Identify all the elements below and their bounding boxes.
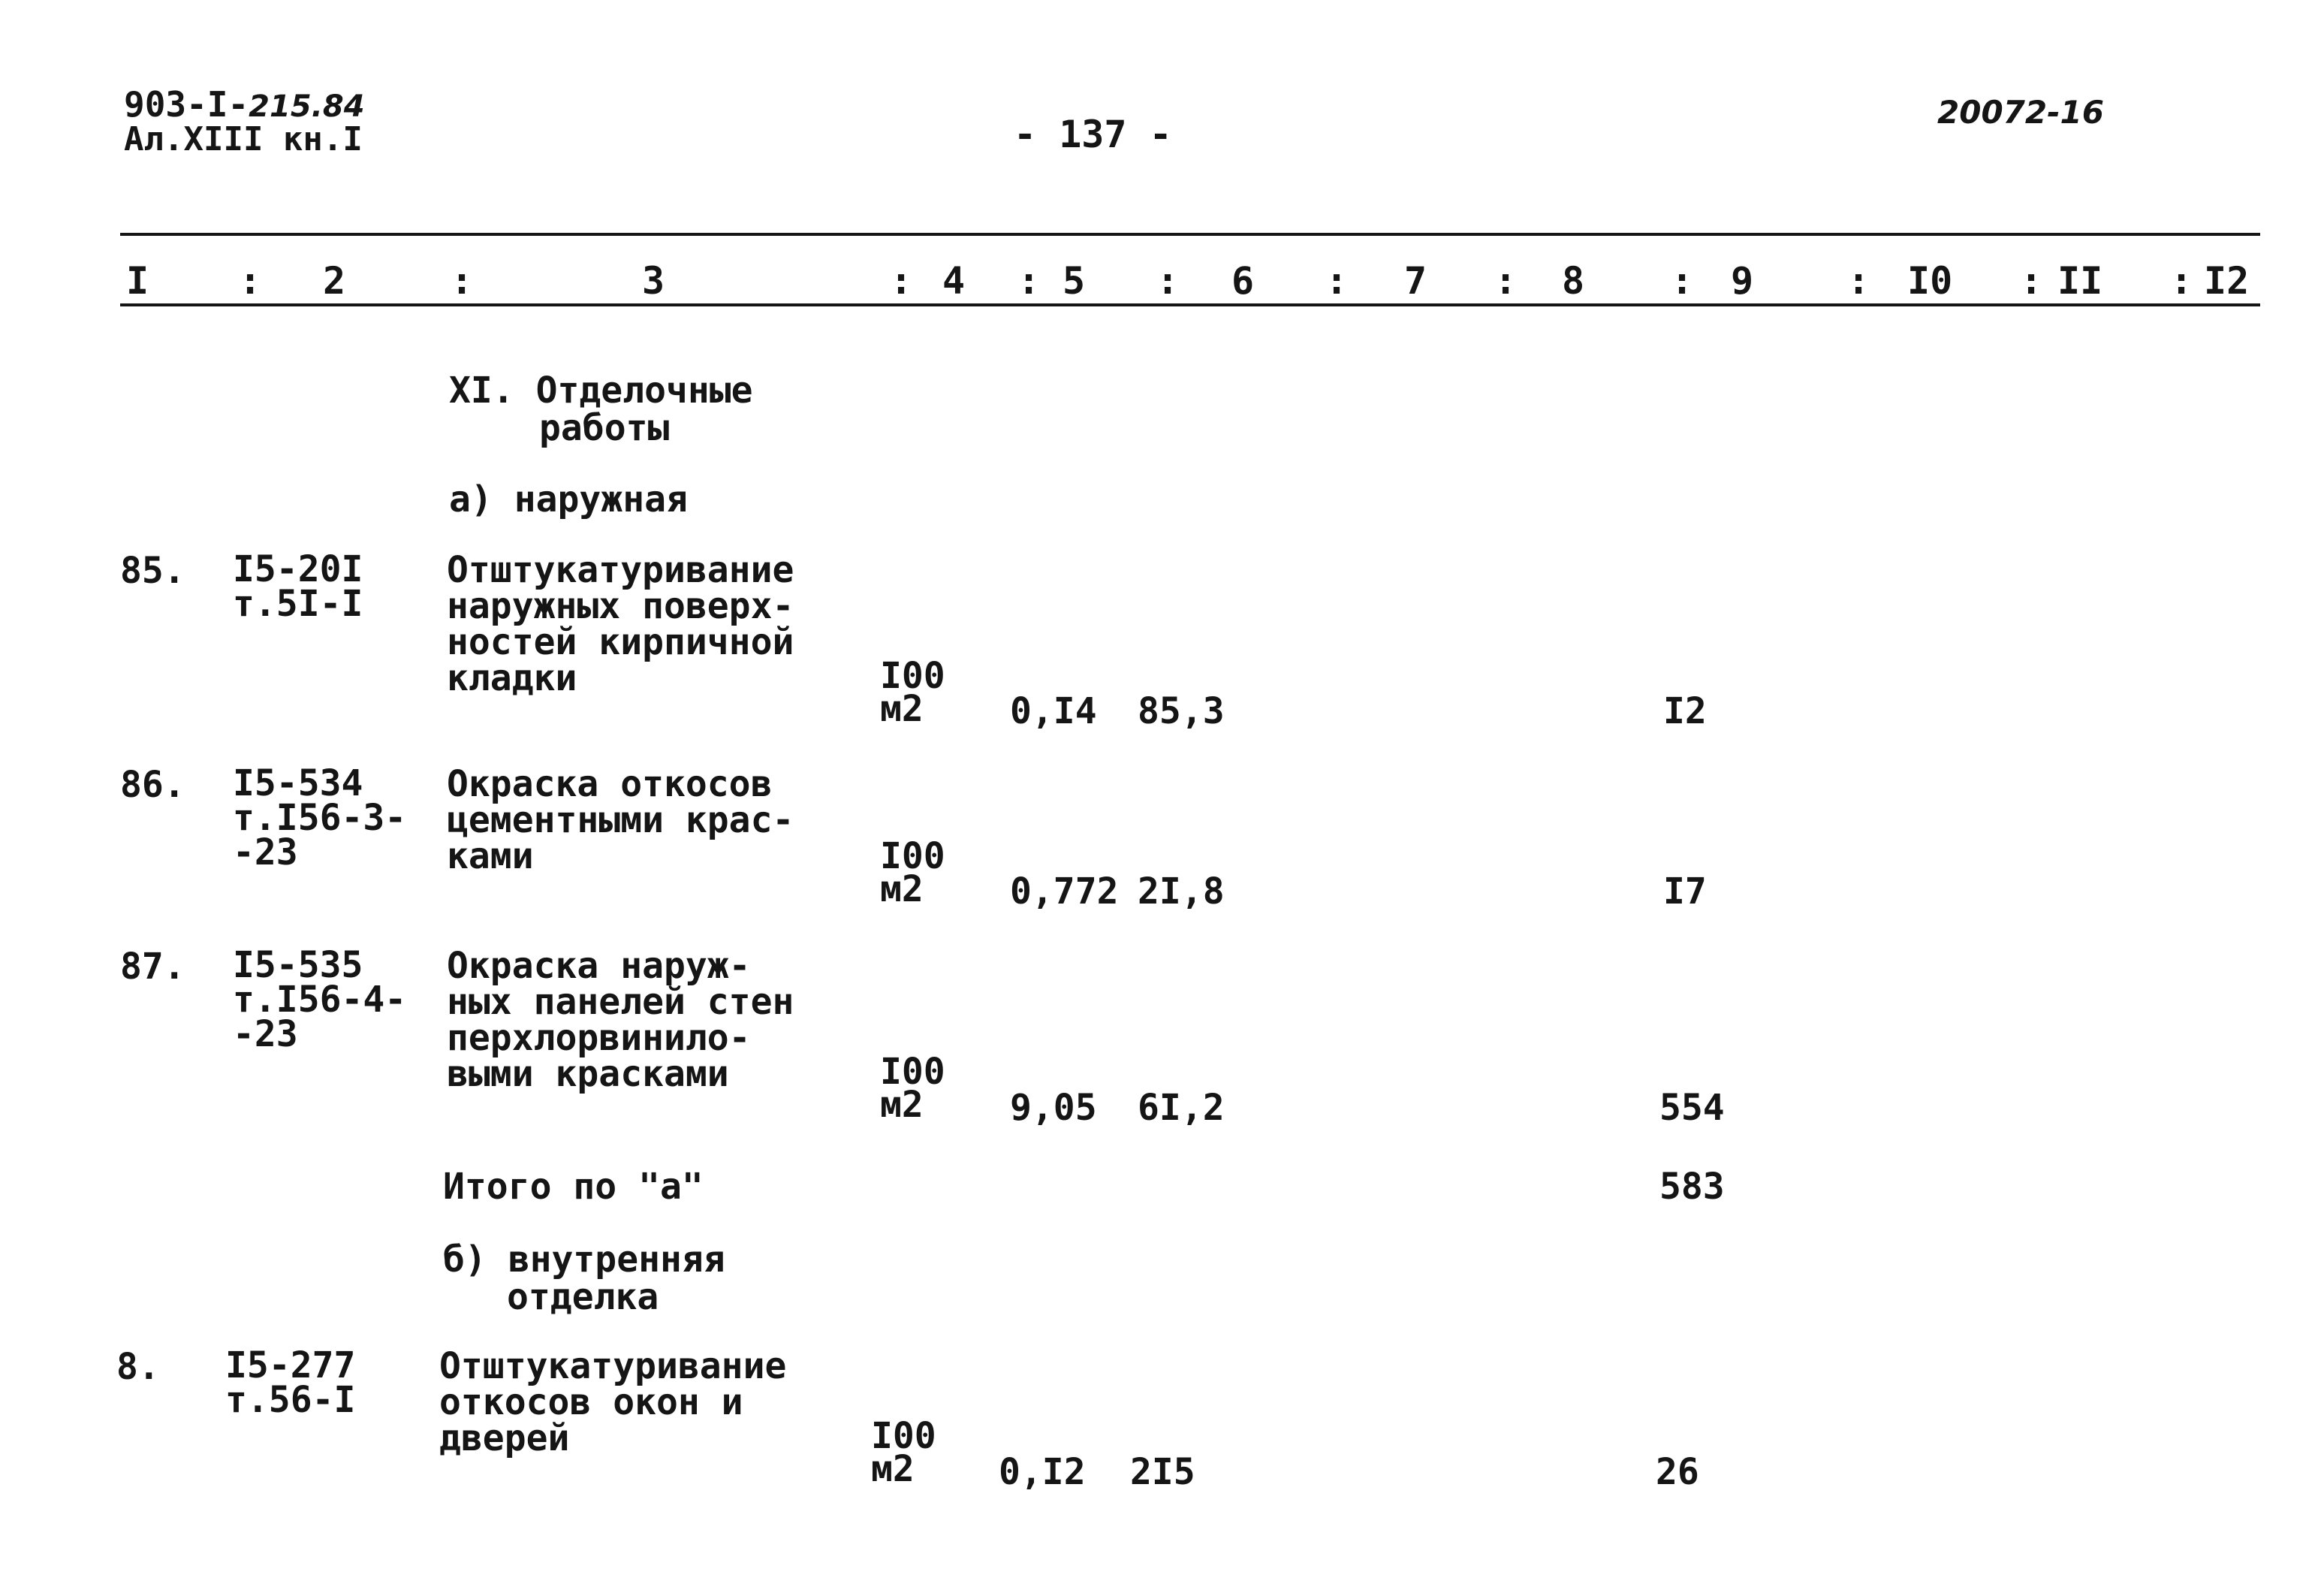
- work-description: Отштукатуривание откосов окон и дверей: [439, 1345, 787, 1459]
- row-number: 8.: [116, 1346, 160, 1388]
- quantity: 0,I2: [999, 1451, 1086, 1493]
- page-number: - 137 -: [1014, 113, 1172, 156]
- column-number: II: [2057, 259, 2103, 303]
- column-number: 2: [323, 259, 346, 303]
- document-code-handwritten: 215.84: [249, 89, 365, 124]
- stamp-number: 20072-16: [1937, 94, 2104, 131]
- norm-code: I5-20I т.5I-I: [233, 548, 363, 625]
- row-number: 86.: [120, 764, 185, 806]
- unit-of-measure: I00 м2: [880, 835, 945, 910]
- total-cost: I2: [1663, 690, 1707, 732]
- column-separator: :: [1671, 259, 1694, 303]
- unit-price: 6I,2: [1138, 1087, 1225, 1129]
- album-book-label: Ал.XIII кн.I: [124, 120, 363, 158]
- work-description: Окраска откосов цементными крас- ками: [447, 763, 794, 877]
- total-cost: 554: [1659, 1087, 1725, 1129]
- unit-of-measure: I00 м2: [871, 1415, 936, 1490]
- column-separator: :: [1494, 259, 1518, 303]
- column-number: I: [126, 259, 149, 303]
- subsection-b-line: отделка: [507, 1276, 659, 1318]
- quantity: 0,I4: [1010, 690, 1097, 732]
- unit-price: 2I,8: [1138, 870, 1225, 913]
- column-separator: :: [1156, 259, 1180, 303]
- unit-price: 2I5: [1130, 1451, 1195, 1493]
- column-number: 7: [1404, 259, 1427, 303]
- subtotal-value: 583: [1659, 1166, 1725, 1208]
- section-title: [449, 372, 753, 447]
- quantity: 9,05: [1010, 1087, 1097, 1129]
- norm-code: I5-277 т.56-I: [225, 1344, 356, 1421]
- subsection-a-title: а) наружная: [449, 478, 688, 520]
- column-number: 5: [1063, 259, 1086, 303]
- subtotal-label: Итого по "а": [443, 1166, 704, 1208]
- quantity: 0,772: [1010, 870, 1119, 913]
- work-description: Окраска наруж- ных панелей стен перхлорвинило- выми красками: [447, 945, 794, 1095]
- norm-code: I5-535 т.I56-4- -23: [233, 944, 407, 1055]
- unit-price: 85,3: [1138, 690, 1225, 732]
- column-number: 3: [642, 259, 665, 303]
- column-number: 9: [1731, 259, 1754, 303]
- section-title-line: работы: [539, 407, 670, 449]
- header-bottom-rule: [120, 303, 2260, 306]
- subsection-b-line: б) внутренняя: [443, 1238, 725, 1281]
- total-cost: 26: [1656, 1451, 1699, 1493]
- column-separator: :: [1847, 259, 1870, 303]
- document-code-prefix: 903-I-: [124, 84, 249, 125]
- unit-of-measure: I00 м2: [880, 1051, 945, 1126]
- work-description: Отштукатуривание наружных поверх- ностей кирпичной кладки: [447, 549, 794, 699]
- column-separator: :: [2020, 259, 2043, 303]
- header-top-rule: [120, 233, 2260, 236]
- norm-code: I5-534 т.I56-3- -23: [233, 762, 407, 873]
- column-separator: :: [239, 259, 262, 303]
- column-separator: :: [2170, 259, 2193, 303]
- total-cost: I7: [1663, 870, 1707, 913]
- column-number: 4: [942, 259, 966, 303]
- document-code: [124, 84, 365, 125]
- column-number: I0: [1907, 259, 1953, 303]
- column-separator: :: [890, 259, 913, 303]
- column-number: 6: [1231, 259, 1255, 303]
- column-separator: :: [1017, 259, 1041, 303]
- column-separator: :: [1325, 259, 1349, 303]
- row-number: 85.: [120, 550, 185, 592]
- column-separator: :: [451, 259, 474, 303]
- row-number: 87.: [120, 946, 185, 988]
- column-number: I2: [2204, 259, 2250, 303]
- section-title-line: XI. Отделочные: [449, 370, 753, 412]
- column-number: 8: [1562, 259, 1585, 303]
- subsection-b-title: [443, 1238, 725, 1318]
- unit-of-measure: I00 м2: [880, 655, 945, 730]
